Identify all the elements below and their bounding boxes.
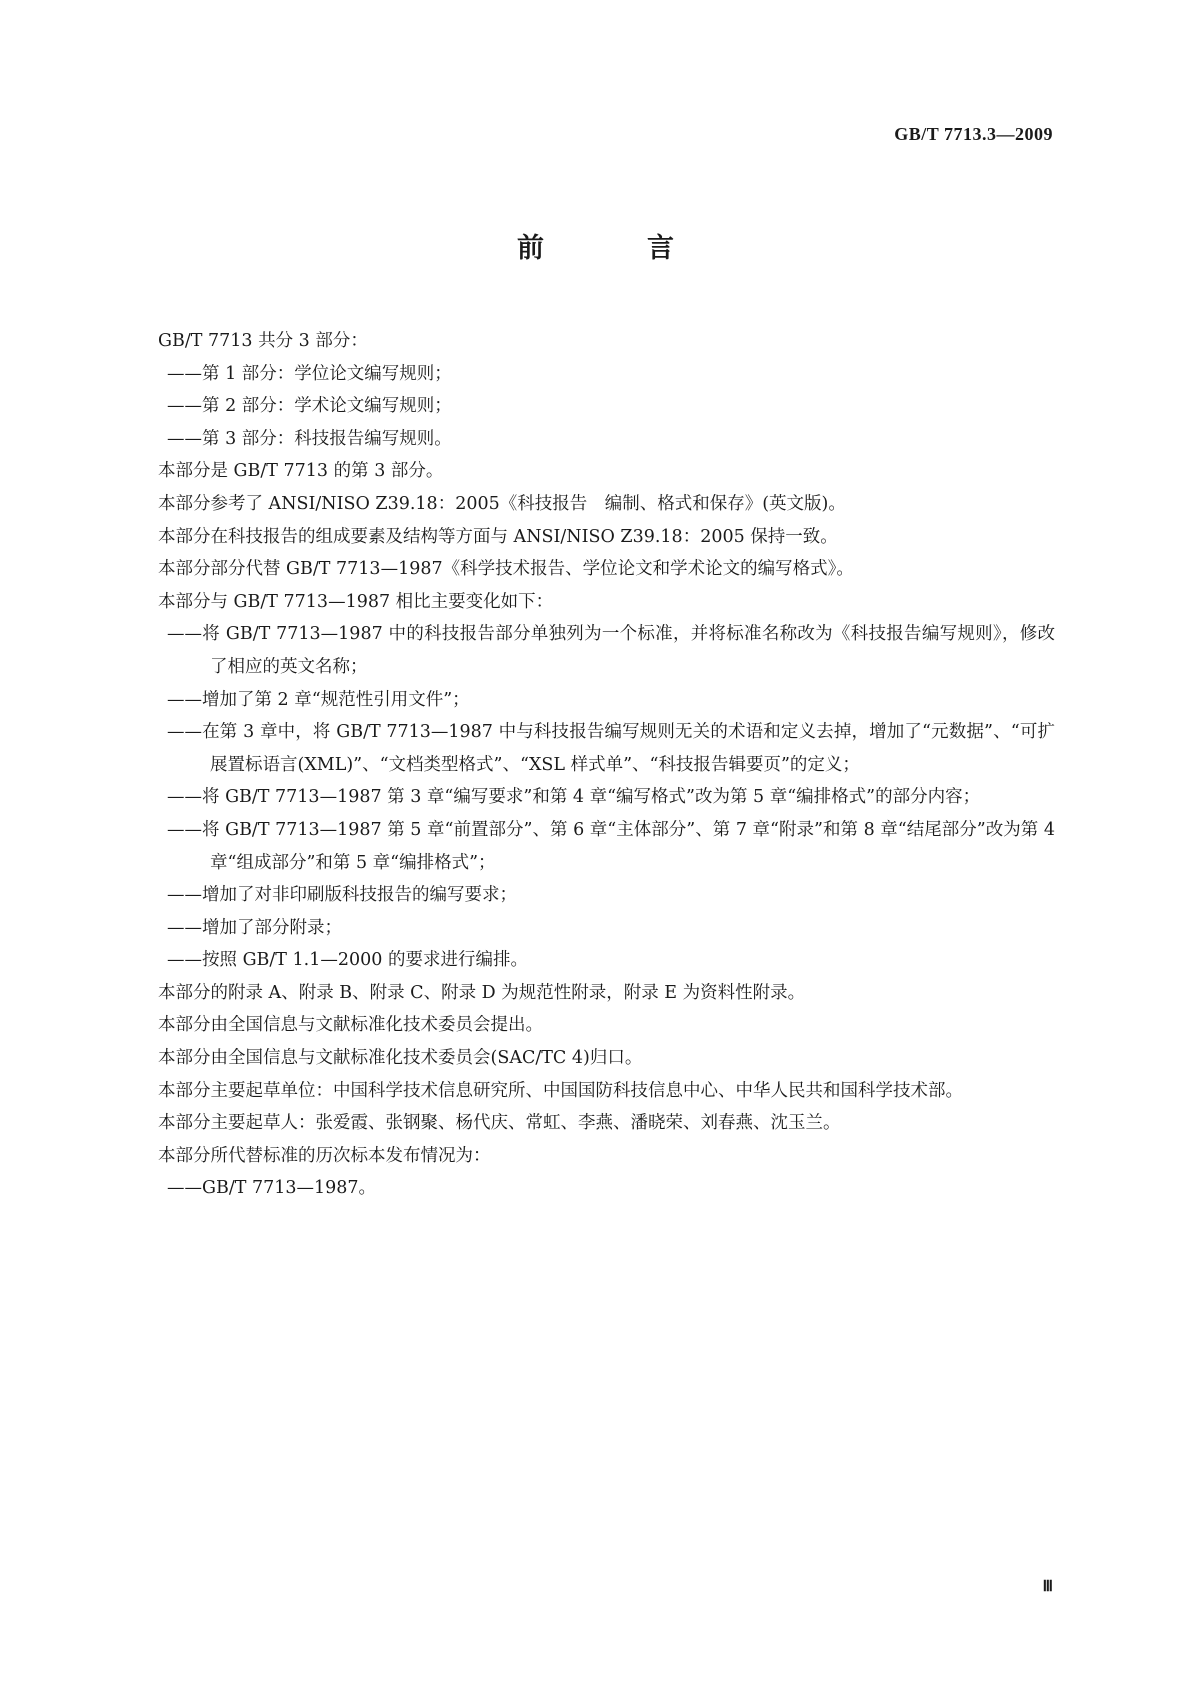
standard-code: GB/T 7713.3—2009	[894, 124, 1053, 144]
paragraph: 本部分由全国信息与文献标准化技术委员会(SAC/TC 4)归口。	[158, 1048, 643, 1069]
paragraph: 本部分在科技报告的组成要素及结构等方面与 ANSI/NISO Z39.18：2005 保持一致。	[158, 526, 838, 547]
paragraph: 本部分与 GB/T 7713—1987 相比主要变化如下：	[158, 591, 554, 612]
paragraph: GB/T 7713 共分 3 部分：	[158, 331, 368, 351]
paragraph: 本部分由全国信息与文献标准化技术委员会提出。	[158, 1015, 543, 1036]
list-item: ——GB/T 7713—1987。	[167, 1178, 377, 1199]
list-item: ——按照 GB/T 1.1—2000 的要求进行编排。	[167, 950, 528, 971]
page-number: Ⅲ	[1042, 1579, 1053, 1595]
list-item: ——在第 3 章中，将 GB/T 7713—1987 中与科技报告编写规则无关的术语和定义去掉，增加了“元数据”、“可扩展置标语言(XML)”、“文档类型格式”、“XSL 样式单”、“科技报告辑要页”的定义；	[167, 722, 1055, 775]
paragraph: 本部分的附录 A、附录 B、附录 C、附录 D 为规范性附录，附录 E 为资料性附录。	[158, 982, 806, 1003]
paragraph: 本部分所代替标准的历次标本发布情况为：	[158, 1145, 491, 1166]
list-item: ——将 GB/T 7713—1987 第 5 章“前置部分”、第 6 章“主体部分”、第 7 章“附录”和第 8 章“结尾部分”改为第 4 章“组成部分”和第 5 章“编排格式”；	[167, 819, 1055, 873]
list-item: ——将 GB/T 7713—1987 中的科技报告部分单独列为一个标准，并将标准名称改为《科技报告编写规则》，修改了相应的英文名称；	[167, 624, 1055, 677]
paragraph: 本部分参考了 ANSI/NISO Z39.18：2005《科技报告 编制、格式和保存》(英文版)。	[158, 493, 846, 514]
paragraph: 本部分主要起草单位：中国科学技术信息研究所、中国国防科技信息中心、中华人民共和国科学技术部。	[158, 1080, 963, 1101]
paragraph: 本部分主要起草人：张爱霞、张钢聚、杨代庆、常虹、李燕、潘晓荣、刘春燕、沈玉兰。	[158, 1113, 841, 1134]
paragraph: 本部分部分代替 GB/T 7713—1987《科学技术报告、学位论文和学术论文的编写格式》。	[158, 559, 854, 580]
list-item: ——增加了对非印刷版科技报告的编写要求；	[167, 885, 517, 906]
list-item: ——将 GB/T 7713—1987 第 3 章“编写要求”和第 4 章“编写格式”改为第 5 章“编排格式”的部分内容；	[167, 787, 981, 808]
list-item: ——第 1 部分：学位论文编写规则；	[167, 363, 452, 384]
list-item: ——第 3 部分：科技报告编写规则。	[167, 428, 452, 449]
list-item: ——增加了部分附录；	[167, 917, 342, 938]
list-item: ——第 2 部分：学术论文编写规则；	[167, 396, 452, 417]
list-item: ——增加了第 2 章“规范性引用文件”；	[167, 689, 470, 710]
paragraph: 本部分是 GB/T 7713 的第 3 部分。	[158, 461, 444, 482]
foreword-body	[123, 325, 1055, 1205]
page-title: 前 言	[517, 233, 712, 264]
